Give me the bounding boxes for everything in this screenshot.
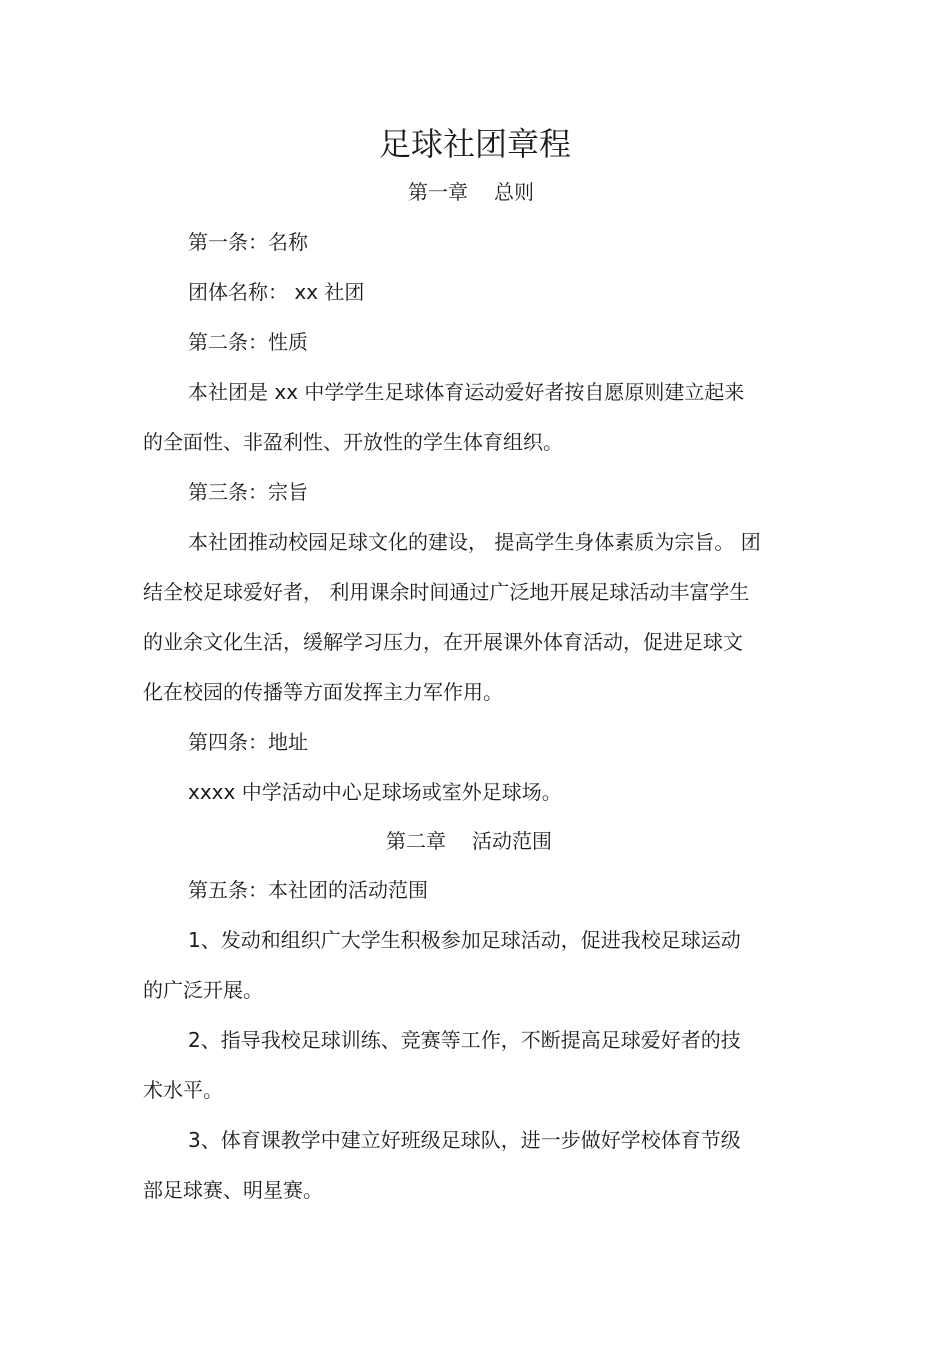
list-item-line: 术水平。 — [143, 1078, 223, 1102]
article-2-line: 的全面性、非盈利性、开放性的学生体育组织。 — [143, 430, 563, 454]
list-item-line: 的广泛开展。 — [143, 978, 263, 1002]
chapter-2-heading — [386, 827, 552, 855]
chapter-2-number: 第二章 — [386, 829, 446, 853]
document-title: 足球社团章程 — [378, 125, 571, 163]
article-4-text: xxxx 中学活动中心足球场或室外足球场。 — [188, 780, 562, 804]
article-2-heading: 第二条：性质 — [188, 330, 308, 354]
article-1-heading: 第一条：名称 — [188, 230, 308, 254]
article-3-line: 化在校园的传播等方面发挥主力军作用。 — [143, 680, 503, 704]
article-3-line: 本社团推动校园足球文化的建设， 提高学生身体素质为宗旨。 团 — [188, 530, 761, 554]
article-5-heading: 第五条：本社团的活动范围 — [188, 878, 428, 902]
list-item-line: 2、指导我校足球训练、竞赛等工作，不断提高足球爱好者的技 — [188, 1028, 741, 1052]
article-4-heading: 第四条：地址 — [188, 730, 308, 754]
list-item-line: 3、体育课教学中建立好班级足球队，进一步做好学校体育节级 — [188, 1128, 741, 1152]
chapter-1-name: 总则 — [494, 180, 534, 204]
list-item-line: 1、发动和组织广大学生积极参加足球活动，促进我校足球运动 — [188, 928, 741, 952]
article-3-line: 结全校足球爱好者， 利用课余时间通过广泛地开展足球活动丰富学生 — [143, 580, 750, 604]
article-2-line: 本社团是 xx 中学学生足球体育运动爱好者按自愿原则建立起来 — [188, 380, 745, 404]
list-item-line: 部足球赛、明星赛。 — [143, 1178, 323, 1202]
chapter-1-number: 第一章 — [408, 180, 468, 204]
chapter-2-name: 活动范围 — [472, 829, 552, 853]
org-name-line: 团体名称： xx 社团 — [188, 280, 365, 304]
article-3-line: 的业余文化生活，缓解学习压力，在开展课外体育活动，促进足球文 — [143, 630, 743, 654]
chapter-1-heading — [408, 178, 534, 206]
article-3-heading: 第三条：宗旨 — [188, 480, 308, 504]
